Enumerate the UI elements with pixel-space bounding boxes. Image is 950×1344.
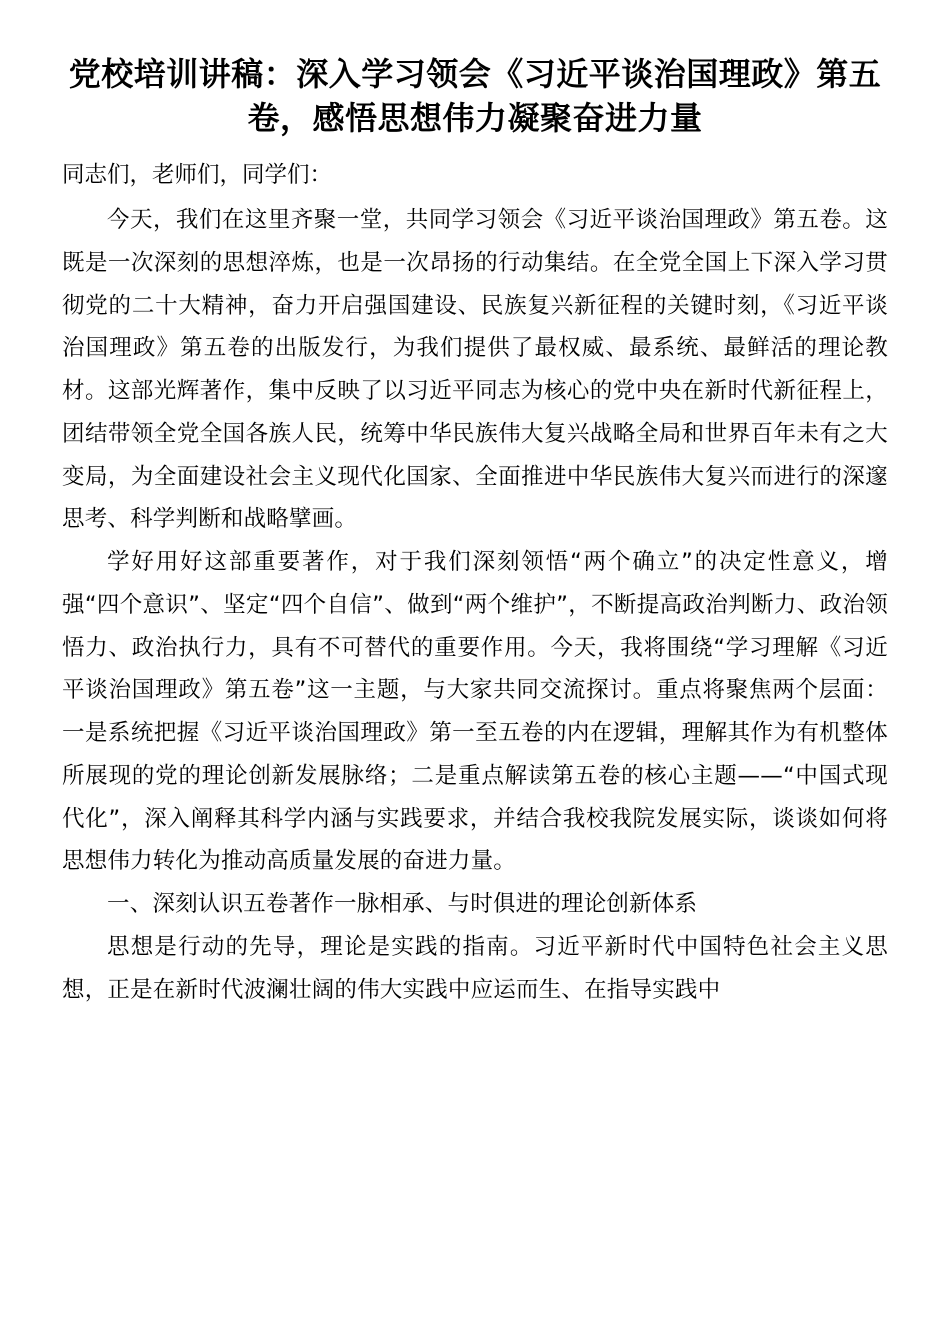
body-paragraph: 思想是行动的先导，理论是实践的指南。习近平新时代中国特色社会主义思想，正是在新时代波澜壮阔的伟大实践中应运而生、在指导实践中 [62, 933, 888, 1003]
page-title: 党校培训讲稿：深入学习领会《习近平谈治国理政》第五卷，感悟思想伟力凝聚奋进力量 [68, 55, 882, 138]
salutation-line: 同志们，老师们，同学们： [62, 162, 333, 189]
body-paragraph: 学好用好这部重要著作，对于我们深刻领悟“两个确立”的决定性意义，增强“四个意识”、坚定“四个自信”、做到“两个维护”，不断提高政治判断力、政治领悟力、政治执行力，具有不可替代的重要作用。今天，我将围绕“学习理解《习近平谈治国理政》第五卷”这一主题，与大家共同交流探讨。重点将聚焦两个层面：一是系统把握《习近平谈治国理政》第一至五卷的内在逻辑，理解其作为有机整体所展现的党的理论创新发展脉络；二是重点解读第五卷的核心主题——“中国式现代化”，深入阐释其科学内涵与实践要求，并结合我校我院发展实际，谈谈如何将思想伟力转化为推动高质量发展的奋进力量。 [62, 549, 888, 875]
section-heading: 一、深刻认识五卷著作一脉相承、与时俱进的理论创新体系 [107, 891, 698, 918]
body-paragraph: 今天，我们在这里齐聚一堂，共同学习领会《习近平谈治国理政》第五卷。这既是一次深刻的思想淬炼，也是一次昂扬的行动集结。在全党全国上下深入学习贯彻党的二十大精神，奋力开启强国建设、民族复兴新征程的关键时刻，《习近平谈治国理政》第五卷的出版发行，为我们提供了最权威、最系统、最鲜活的理论教材。这部光辉著作，集中反映了以习近平同志为核心的党中央在新时代新征程上，团结带领全党全国各族人民，统筹中华民族伟大复兴战略全局和世界百年未有之大变局，为全面建设社会主义现代化国家、全面推进中华民族伟大复兴而进行的深邃思考、科学判断和战略擘画。 [62, 207, 888, 533]
